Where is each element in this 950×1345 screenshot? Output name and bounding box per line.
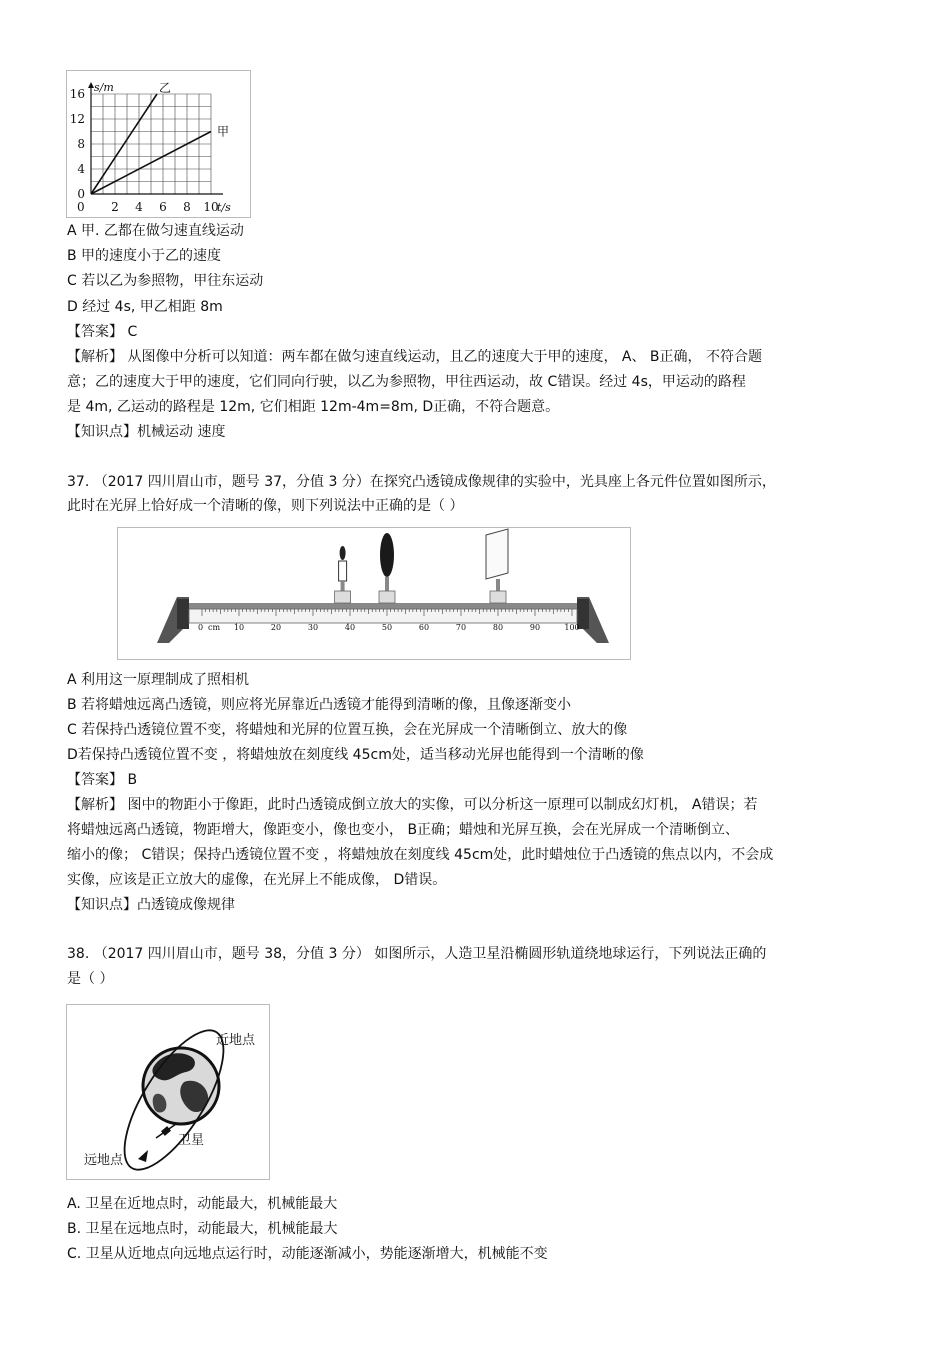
- bench-scale-label: 50: [381, 623, 393, 632]
- st-graph-figure: [66, 70, 251, 218]
- origin-label: 0: [77, 200, 85, 214]
- q37-option-b: B 若将蜡烛远离凸透镜，则应将光屏靠近凸透镜才能得到清晰的像，且像逐渐变小: [67, 697, 572, 713]
- screen-stem: [496, 579, 500, 591]
- q38-option-a: A. 卫星在近地点时，动能最大，机械能最大: [67, 1196, 338, 1212]
- screen-holder: [490, 591, 506, 603]
- q38-stem-line: 38. （2017 四川眉山市，题号 38，分值 3 分） 如图所示，人造卫星沿椭圆形轨道绕地球运行，下列说法正确的: [67, 946, 767, 962]
- x-tick-label: 10: [203, 200, 219, 214]
- screen-panel: [486, 529, 508, 579]
- q36-option-a: A 甲. 乙都在做匀速直线运动: [67, 223, 244, 239]
- q36-analysis-line: 【解析】 从图像中分析可以知道：两车都在做匀速直线运动，且乙的速度大于甲的速度， A、 B正确， 不符合题: [67, 349, 762, 365]
- q36-answer: 【答案】 C: [67, 324, 138, 340]
- q37-option-a: A 利用这一原理制成了照相机: [67, 672, 250, 688]
- bench-scale-labels: [198, 623, 580, 632]
- series-label: 乙: [159, 81, 172, 95]
- figure-border: [118, 528, 631, 660]
- q36-option-d: D 经过 4s, 甲乙相距 8m: [67, 299, 223, 315]
- q36-analysis-line: 是 4m, 乙运动的路程是 12m, 它们相距 12m-4m=8m, D正确，不符合题意。: [67, 399, 560, 415]
- q37-answer: 【答案】 B: [67, 772, 138, 788]
- bench-scale-label: 40: [344, 623, 356, 632]
- lens-holder: [379, 591, 395, 603]
- q37-knowledge: 【知识点】凸透镜成像规律: [67, 897, 235, 913]
- bench-scale-label: 10: [233, 623, 245, 632]
- bench-scale-label: 80: [492, 623, 504, 632]
- y-tick-label: 16: [69, 87, 85, 101]
- lens-stem: [385, 577, 389, 591]
- bench-rail: [189, 603, 577, 609]
- q38-option-c: C. 卫星从近地点向远地点运行时，动能逐渐减小，势能逐渐增大，机械能不变: [67, 1246, 548, 1262]
- satellite-orbit: [66, 1004, 270, 1180]
- bench-scale-label: 30: [307, 623, 319, 632]
- q38-stem-line: 是（ ）: [67, 971, 114, 987]
- optical-bench: [117, 527, 631, 660]
- bench-scale-label: 100: [564, 623, 580, 632]
- q37-analysis-line: 实像，应该是正立放大的虚像，在光屏上不能成像， D错误。: [67, 872, 447, 888]
- x-tick-label: 2: [111, 200, 119, 214]
- q37-analysis-line: 【解析】 图中的物距小于像距，此时凸透镜成倒立放大的实像，可以分析这一原理可以制成幻灯机， A错误；若: [67, 797, 758, 813]
- lens-body: [380, 533, 394, 577]
- q37-stem-line: 此时在光屏上恰好成一个清晰的像，则下列说法中正确的是（ ）: [67, 498, 464, 514]
- bench-scale-label: 90: [529, 623, 541, 632]
- perigee-label: 近地点: [216, 1033, 256, 1048]
- bench-scale-label: 20: [270, 623, 282, 632]
- bench-left-post: [177, 599, 189, 629]
- apogee-label: 远地点: [84, 1153, 124, 1168]
- candle-body: [339, 561, 347, 581]
- q37-stem-line: 37. （2017 四川眉山市，题号 37，分值 3 分）在探究凸透镜成像规律的实验中，光具座上各元件位置如图所示，: [67, 474, 776, 490]
- q36-option-b: B 甲的速度小于乙的速度: [67, 248, 222, 264]
- q37-option-d: D若保持凸透镜位置不变 ，将蜡烛放在刻度线 45cm处，适当移动光屏也能得到一个清晰的像: [67, 747, 644, 763]
- q36-knowledge: 【知识点】机械运动 速度: [67, 424, 226, 440]
- bench-scale-label: 60: [418, 623, 430, 632]
- satellite-label: 卫星: [178, 1133, 205, 1148]
- candle: [335, 546, 351, 603]
- st-graph: [66, 70, 251, 218]
- bench-scale-label: 0: [198, 623, 204, 632]
- y-tick-label: 0: [77, 187, 85, 201]
- x-tick-label: 8: [183, 200, 191, 214]
- q37-analysis-line: 缩小的像； C错误；保持凸透镜位置不变 ，将蜡烛放在刻度线 45cm处，此时蜡烛位于凸透镜的焦点以内，不会成: [67, 847, 774, 863]
- candle-holder: [335, 591, 351, 603]
- satellite-icon: [156, 1124, 176, 1138]
- q36-analysis-line: 意；乙的速度大于甲的速度，它们同向行驶，以乙为参照物，甲往西运动，故 C错误。经过 4s，甲运动的路程: [67, 374, 746, 390]
- orbit-direction-arrow: [138, 1150, 148, 1162]
- satellite-orbit-figure: [66, 1004, 270, 1180]
- x-tick-label: 4: [135, 200, 143, 214]
- q38-option-b: B. 卫星在远地点时，动能最大，机械能最大: [67, 1221, 338, 1237]
- optical-bench-figure: [117, 527, 631, 660]
- y-tick-label: 8: [77, 137, 85, 151]
- x-tick-label: 6: [159, 200, 167, 214]
- candle-stem: [341, 581, 345, 591]
- convex-lens: [379, 533, 395, 603]
- y-axis-label: s/m: [94, 81, 114, 94]
- bench-scale-label: 70: [455, 623, 467, 632]
- y-tick-label: 12: [69, 112, 85, 126]
- series-label: 甲: [217, 124, 230, 139]
- q37-option-c: C 若保持凸透镜位置不变，将蜡烛和光屏的位置互换，会在光屏成一个清晰倒立、放大的像: [67, 722, 628, 738]
- candle-flame: [340, 546, 346, 560]
- q37-analysis-line: 将蜡烛远离凸透镜，物距增大，像距变小，像也变小， B正确；蜡烛和光屏互换，会在光屏成一个清晰倒立、: [67, 822, 740, 838]
- x-axis-label: t/s: [217, 201, 231, 214]
- light-screen: [486, 529, 508, 603]
- earth: [143, 1048, 219, 1124]
- q36-option-c: C 若以乙为参照物，甲往东运动: [67, 273, 264, 289]
- bench-unit-label: cm: [208, 623, 221, 632]
- y-tick-label: 4: [77, 162, 85, 176]
